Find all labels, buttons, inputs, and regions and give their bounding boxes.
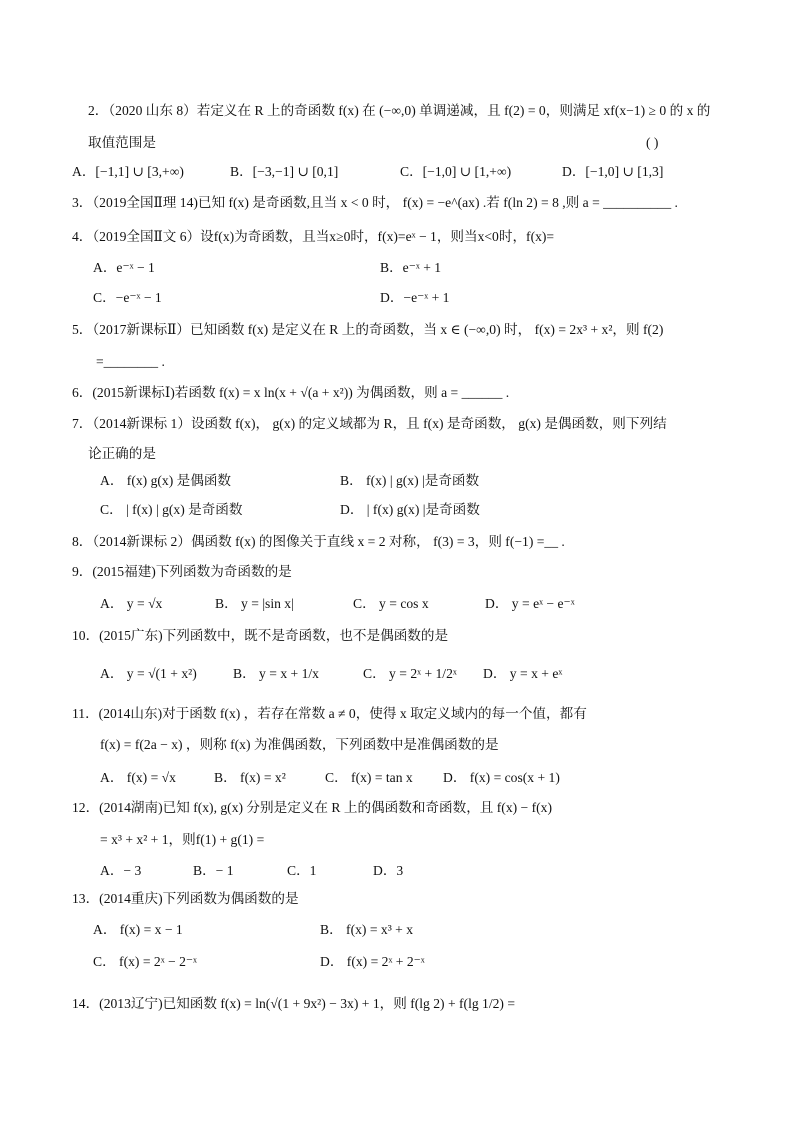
question-7-option-b: B． f(x) | g(x) |是奇函数 (340, 473, 480, 488)
question-11-stem-line2: f(x) = f(2a − x) ，则称 f(x) 为准偶函数，下列函数中是准偶函数的是 (100, 737, 499, 752)
question-7-option-c: C． | f(x) | g(x) 是奇函数 (100, 502, 243, 517)
question-11-option-b: B． f(x) = x² (214, 770, 286, 785)
question-9-stem: 9．(2015福建)下列函数为奇函数的是 (72, 564, 292, 579)
question-2-answer-paren: ( ) (646, 135, 659, 150)
question-7-stem-line2: 论正确的是 (88, 446, 156, 461)
question-11-option-a: A． f(x) = √x (100, 770, 176, 785)
question-2-stem-line2: 取值范围是 (88, 135, 156, 150)
question-10-option-a: A． y = √(1 + x²) (100, 666, 197, 681)
question-12-option-a: A．− 3 (100, 863, 142, 878)
question-12-option-d: D．3 (373, 863, 404, 878)
question-2-stem-line1: 2．（2020 山东 8）若定义在 R 上的奇函数 f(x) 在 (−∞,0) 单调递减，且 f(2) = 0，则满足 xf(x−1) ≥ 0 的 x 的 (88, 103, 711, 118)
question-10-option-c: C． y = 2ˣ + 1/2ˣ (363, 666, 457, 681)
question-4-option-c: C．−e⁻ˣ − 1 (93, 290, 162, 305)
question-9-option-d: D． y = eˣ − e⁻ˣ (485, 596, 575, 611)
question-9-option-a: A． y = √x (100, 596, 163, 611)
question-5-stem-line1: 5．（2017新课标Ⅱ）已知函数 f(x) 是定义在 R 上的奇函数，当 x ∈ (−∞,0) 时， f(x) = 2x³ + x²，则 f(2) (72, 322, 664, 337)
question-10-option-b: B． y = x + 1/x (233, 666, 319, 681)
question-10-option-d: D． y = x + eˣ (483, 666, 563, 681)
question-9-option-c: C． y = cos x (353, 596, 429, 611)
question-13-option-b: B． f(x) = x³ + x (320, 922, 414, 937)
question-11-option-d: D． f(x) = cos(x + 1) (443, 770, 560, 785)
question-14: 14．(2013辽宁)已知函数 f(x) = ln(√(1 + 9x²) − 3x) + 1，则 f(lg 2) + f(lg 1/2) = (72, 996, 516, 1011)
question-4-option-a: A．e⁻ˣ − 1 (93, 260, 155, 275)
question-13-option-a: A． f(x) = x − 1 (93, 922, 183, 937)
question-4-option-b: B．e⁻ˣ + 1 (380, 260, 442, 275)
question-4-option-d: D．−e⁻ˣ + 1 (380, 290, 450, 305)
question-2-option-b: B．[−3,−1] ∪ [0,1] (230, 164, 339, 179)
question-3: 3．（2019全国Ⅱ理 14)已知 f(x) 是奇函数,且当 x < 0 时， f(x) = −e^(ax) .若 f(ln 2) = 8 ,则 a = __________ . (72, 195, 678, 210)
question-12-option-c: C．1 (287, 863, 317, 878)
question-11-stem-line1: 11．(2014山东)对于函数 f(x) ，若存在常数 a ≠ 0，使得 x 取定义域内的每一个值，都有 (72, 706, 587, 721)
question-2-option-c: C．[−1,0] ∪ [1,+∞) (400, 164, 512, 179)
question-13-option-c: C． f(x) = 2ˣ − 2⁻ˣ (93, 954, 197, 969)
question-10-stem: 10．(2015广东)下列函数中，既不是奇函数，也不是偶函数的是 (72, 628, 449, 643)
question-2-option-d: D．[−1,0] ∪ [1,3] (562, 164, 664, 179)
question-2-option-a: A．[−1,1] ∪ [3,+∞) (72, 164, 184, 179)
question-6: 6．(2015新课标Ⅰ)若函数 f(x) = x ln(x + √(a + x²)) 为偶函数，则 a = ______ . (72, 385, 510, 400)
question-11-option-c: C． f(x) = tan x (325, 770, 413, 785)
question-7-option-d: D． | f(x) g(x) |是奇函数 (340, 502, 480, 517)
question-7-stem-line1: 7．（2014新课标 1）设函数 f(x)， g(x) 的定义域都为 R，且 f(x) 是奇函数， g(x) 是偶函数，则下列结 (72, 416, 667, 431)
question-9-option-b: B． y = |sin x| (215, 596, 294, 611)
question-12-stem-line2: = x³ + x² + 1，则f(1) + g(1) = (100, 832, 265, 847)
question-8: 8．（2014新课标 2）偶函数 f(x) 的图像关于直线 x = 2 对称， f(3) = 3，则 f(−1) =__ . (72, 534, 565, 549)
question-5-stem-line2: =________ . (96, 354, 165, 369)
question-12-option-b: B．− 1 (193, 863, 234, 878)
question-7-option-a: A． f(x) g(x) 是偶函数 (100, 473, 232, 488)
question-13-option-d: D． f(x) = 2ˣ + 2⁻ˣ (320, 954, 425, 969)
question-13-stem: 13．(2014重庆)下列函数为偶函数的是 (72, 891, 299, 906)
question-12-stem-line1: 12．(2014湖南)已知 f(x), g(x) 分别是定义在 R 上的偶函数和奇函数，且 f(x) − f(x) (72, 800, 552, 815)
question-4-stem: 4．（2019全国Ⅱ文 6）设f(x)为奇函数，且当x≥0时，f(x)=eˣ − 1，则当x<0时，f(x)= (72, 229, 555, 244)
